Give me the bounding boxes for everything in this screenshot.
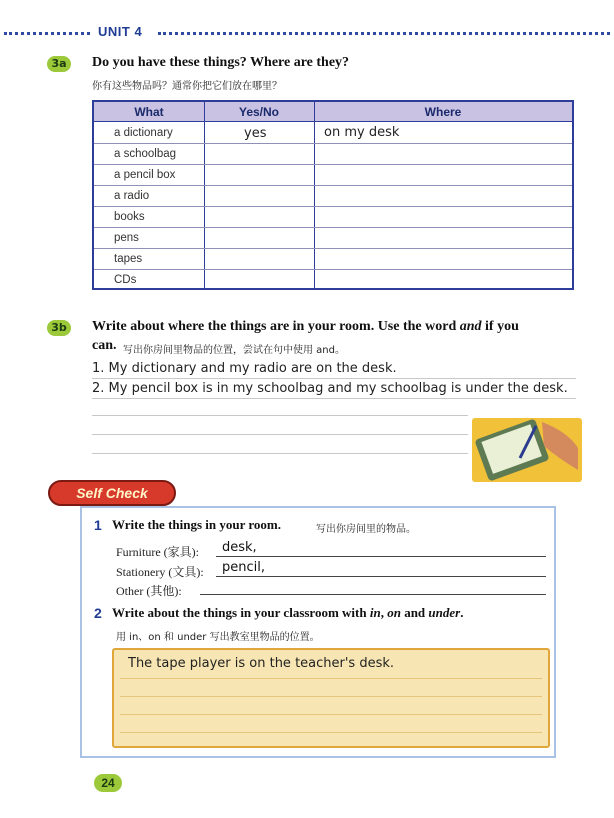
task-3b-title-part2: if you bbox=[485, 319, 519, 334]
writing-line[interactable] bbox=[92, 434, 468, 435]
table-row-divider bbox=[94, 185, 572, 186]
other-label: Other (其他): bbox=[116, 584, 182, 598]
unit-header bbox=[0, 24, 614, 40]
table-row-divider bbox=[94, 143, 572, 144]
note-writing-line[interactable] bbox=[120, 678, 542, 679]
header-dots-left bbox=[4, 32, 90, 35]
stationery-underline bbox=[216, 576, 546, 577]
furniture-label: Furniture (家具): bbox=[116, 545, 199, 559]
table-cell-yesno[interactable]: yes bbox=[244, 126, 267, 141]
column-header-yesno: Yes/No bbox=[238, 105, 280, 119]
task-3a-title: Do you have these things? Where are they? bbox=[92, 55, 350, 70]
writing-illustration bbox=[472, 418, 582, 482]
table-col-divider bbox=[314, 102, 315, 288]
item-2-word-in: in bbox=[369, 605, 381, 620]
table-row-divider bbox=[94, 269, 572, 270]
table-row-divider bbox=[94, 206, 572, 207]
header-dots-right bbox=[158, 32, 610, 35]
stationery-label: Stationery (文具): bbox=[116, 565, 204, 579]
writing-line bbox=[92, 378, 576, 379]
section-badge-3b: 3b bbox=[47, 320, 71, 336]
answer-sentence-2[interactable]: 2. My pencil box is in my schoolbag and my schoolbag is under the desk. bbox=[92, 381, 568, 396]
note-writing-line[interactable] bbox=[120, 714, 542, 715]
item-2-word-on: on bbox=[387, 605, 401, 620]
answer-sentence-1[interactable]: 1. My dictionary and my radio are on the desk. bbox=[92, 361, 397, 376]
writing-hand-icon bbox=[472, 418, 582, 482]
table-row-divider bbox=[94, 164, 572, 165]
table-row-divider bbox=[94, 227, 572, 228]
item-2-word-and: and bbox=[404, 605, 426, 620]
task-3b-zh: 写出你房间里物品的位置，尝试在句中使用 and。 bbox=[123, 345, 345, 356]
furniture-underline bbox=[216, 556, 546, 557]
self-check-item-2-title: Write about the things in your classroom with in, on and under. bbox=[112, 605, 464, 620]
table-cell-what: CDs bbox=[114, 274, 137, 286]
self-check-item-1-zh: 写出你房间里的物品。 bbox=[316, 524, 416, 535]
table-cell-what: books bbox=[114, 211, 145, 223]
task-3b-title-part1: Write about where the things are in your room. Use the word bbox=[92, 319, 457, 334]
example-note-box bbox=[112, 648, 550, 748]
table-cell-what: a schoolbag bbox=[114, 148, 177, 160]
self-check-item-2-number: 2 bbox=[94, 605, 102, 621]
table-cell-what: a pencil box bbox=[114, 169, 176, 181]
table-col-divider bbox=[204, 102, 205, 288]
table-cell-what: a dictionary bbox=[114, 127, 173, 139]
table-cell-what: a radio bbox=[114, 190, 150, 202]
note-writing-line[interactable] bbox=[120, 696, 542, 697]
note-writing-line[interactable] bbox=[120, 732, 542, 733]
table-cell-what: tapes bbox=[114, 253, 143, 265]
self-check-item-2-zh: 用 in、on 和 under 写出教室里物品的位置。 bbox=[116, 632, 320, 643]
column-header-where: Where bbox=[424, 105, 462, 119]
self-check-item-1-title: Write the things in your room. bbox=[112, 517, 282, 532]
table-cell-what: pens bbox=[114, 232, 139, 244]
task-3b-title-and: and bbox=[459, 319, 482, 334]
task-3a-zh: 你有这些物品吗？通常你把它们放在哪里？ bbox=[92, 81, 282, 92]
furniture-answer[interactable]: desk, bbox=[222, 540, 257, 555]
item-2-word-under: under bbox=[428, 605, 461, 620]
writing-line[interactable] bbox=[92, 415, 468, 416]
task-3b-title bbox=[92, 319, 592, 335]
column-header-what: What bbox=[134, 105, 164, 119]
table-row-divider bbox=[94, 248, 572, 249]
writing-line[interactable] bbox=[92, 453, 468, 454]
things-table bbox=[92, 100, 574, 290]
self-check-label: Self Check bbox=[48, 480, 176, 506]
writing-line bbox=[92, 398, 576, 399]
section-badge-3a: 3a bbox=[47, 56, 71, 72]
table-cell-where[interactable]: on my desk bbox=[324, 125, 400, 140]
example-sentence: The tape player is on the teacher's desk. bbox=[128, 656, 395, 671]
task-3b-title-line2: can. bbox=[92, 338, 117, 353]
item-2-title-pre: Write about the things in your classroom with bbox=[112, 605, 367, 620]
self-check-item-1-number: 1 bbox=[94, 517, 102, 533]
unit-title: UNIT 4 bbox=[98, 24, 143, 39]
stationery-answer[interactable]: pencil, bbox=[222, 560, 265, 575]
other-underline bbox=[200, 594, 546, 595]
page-number: 24 bbox=[94, 774, 122, 792]
